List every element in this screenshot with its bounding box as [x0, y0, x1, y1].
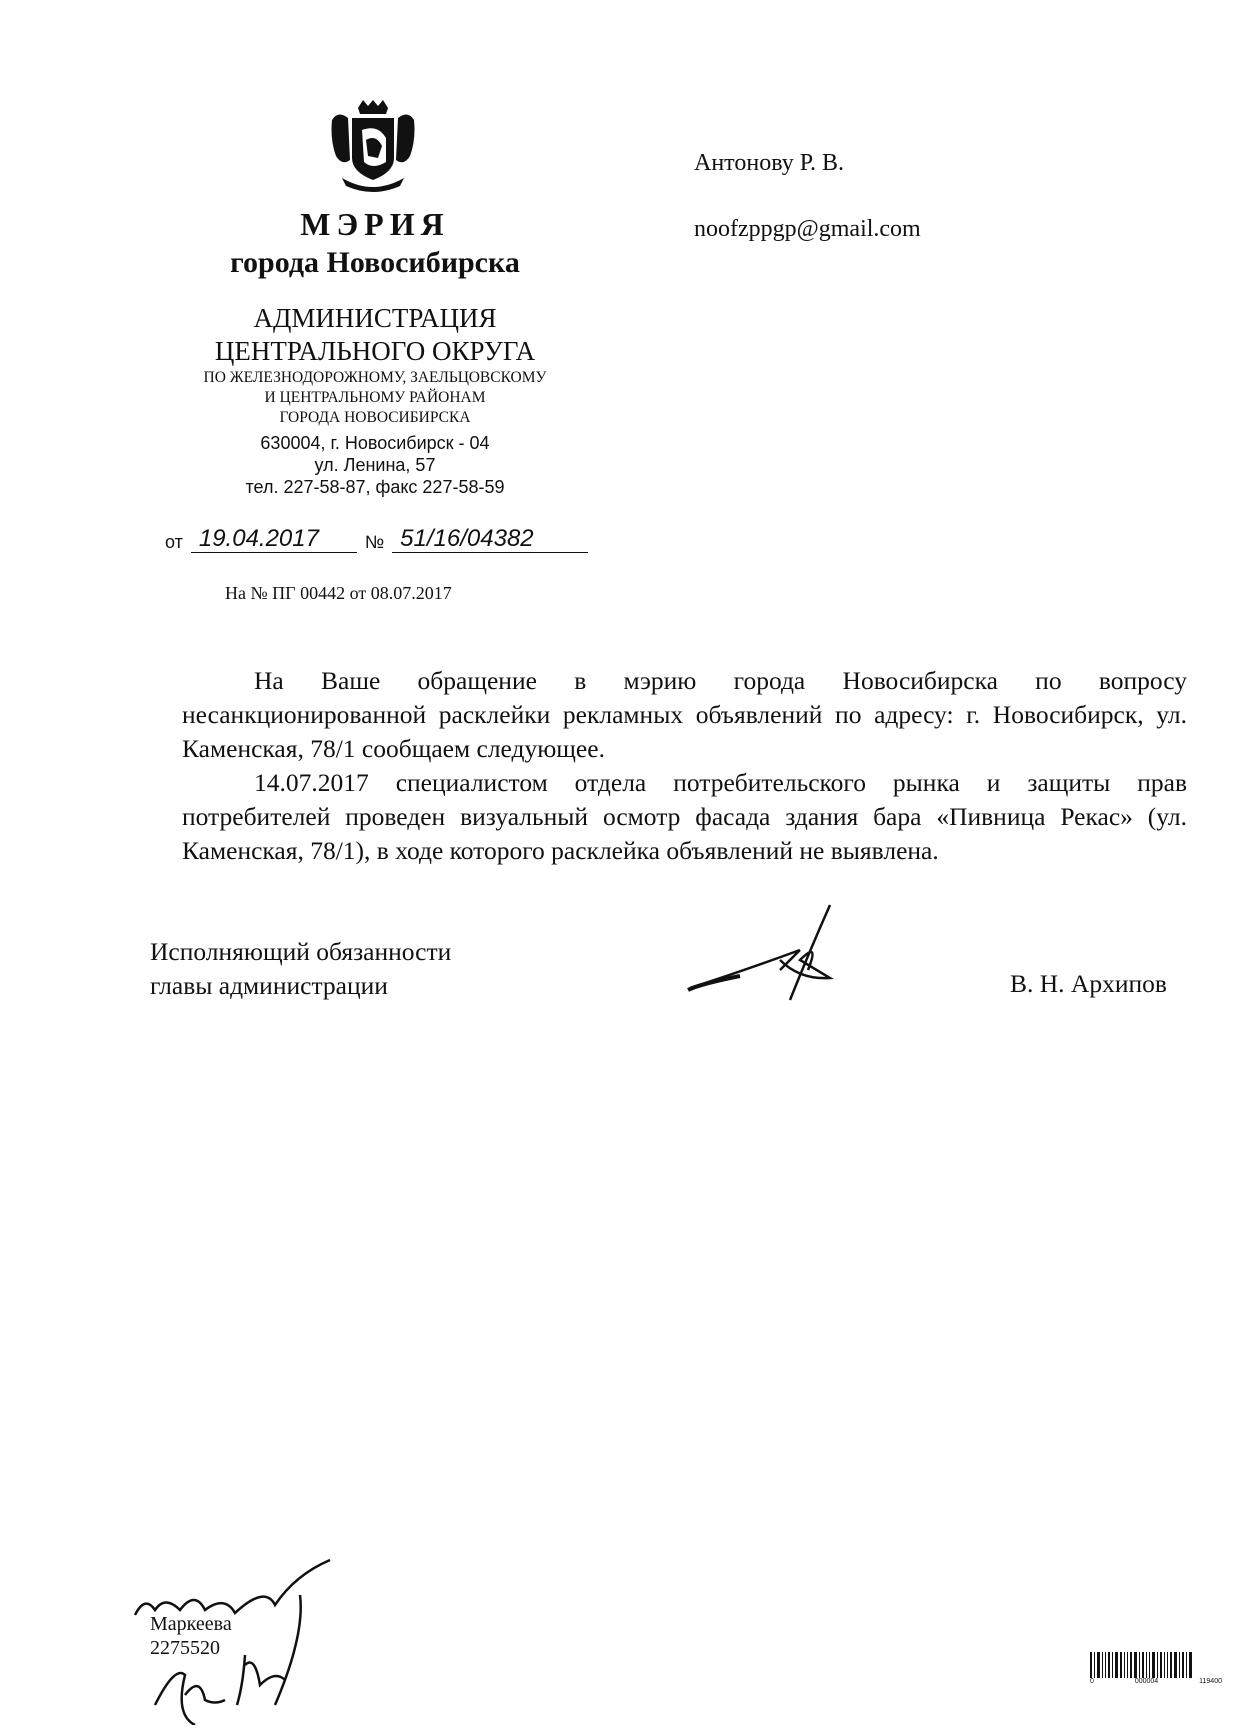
barcode-left-digits: 0: [1090, 1678, 1094, 1685]
barcode-bar: [1115, 1652, 1118, 1678]
barcode-bar: [1160, 1652, 1162, 1678]
barcode-bar: [1189, 1652, 1192, 1678]
address-block: [150, 432, 600, 498]
barcode-middle-digits: 000004: [1134, 1678, 1159, 1685]
city-coat-of-arms-icon: [328, 100, 418, 192]
barcode-bar: [1139, 1652, 1140, 1678]
barcode-bar: [1149, 1652, 1150, 1678]
barcode-digits: [1090, 1678, 1222, 1685]
administration-title: [150, 302, 600, 368]
reply-reference: На № ПГ 00442 от 08.07.2017: [225, 583, 452, 603]
outgoing-reference: [165, 526, 588, 553]
barcode-bar: [1164, 1652, 1165, 1678]
barcode-bar: [1170, 1652, 1172, 1678]
from-label: от: [165, 532, 183, 552]
number-label: №: [364, 532, 385, 552]
phone-fax: тел. 227-58-87, факс 227-58-59: [245, 477, 505, 497]
barcode-bar: [1108, 1652, 1110, 1678]
letter-date: 19.04.2017: [191, 526, 357, 553]
letter-body: [182, 664, 1187, 868]
signatory-name: В. Н. Архипов: [1010, 969, 1167, 998]
districts-line: И ЦЕНТРАЛЬНОМУ РАЙОНАМ: [264, 389, 486, 406]
barcode-bar: [1152, 1652, 1155, 1678]
document-barcode: [1090, 1652, 1222, 1685]
barcode-bar: [1097, 1652, 1100, 1678]
administration-line: АДМИНИСТРАЦИЯ: [253, 303, 497, 333]
barcode-bar: [1090, 1652, 1092, 1678]
districts-line: ГОРОДА НОВОСИБИРСКА: [279, 409, 471, 426]
executor-name: Маркеева: [150, 1613, 232, 1635]
barcode-right-digits: 119400: [1199, 1678, 1222, 1685]
city-name: города Новосибирска: [230, 246, 520, 279]
barcode-bar: [1124, 1652, 1125, 1678]
barcode-bar: [1157, 1652, 1158, 1678]
barcode-bar: [1186, 1652, 1187, 1678]
barcode-bar: [1179, 1652, 1180, 1678]
barcode-bar: [1102, 1652, 1103, 1678]
barcode-bars: [1090, 1652, 1222, 1678]
barcode-bar: [1130, 1652, 1132, 1678]
administration-line: ЦЕНТРАЛЬНОГО ОКРУГА: [214, 336, 536, 366]
barcode-bar: [1174, 1652, 1177, 1678]
barcode-bar: [1120, 1652, 1122, 1678]
barcode-bar: [1127, 1652, 1128, 1678]
street-address: ул. Ленина, 57: [314, 455, 436, 475]
districts-block: [150, 368, 600, 428]
letter-number: 51/16/04382: [392, 526, 588, 553]
recipient-email: noofzppgp@gmail.com: [694, 216, 921, 242]
barcode-bar: [1142, 1652, 1144, 1678]
recipient-name: Антонову Р. В.: [694, 150, 845, 176]
executor-phone: 2275520: [150, 1637, 220, 1659]
barcode-bar: [1167, 1652, 1168, 1678]
barcode-bar: [1134, 1652, 1137, 1678]
executor-info: [150, 1612, 232, 1660]
barcode-bar: [1105, 1652, 1106, 1678]
body-paragraph: 14.07.2017 специалистом отдела потребительского рынка и защиты прав потребителей проведен визуальный осмотр фасада здания бара «Пивница Рекас» (ул. Каменская, 78/1), в ходе которого расклейка объявлений не выявлена.: [182, 768, 1187, 865]
handwritten-signature-icon: [680, 900, 860, 1010]
barcode-bar: [1146, 1652, 1147, 1678]
mayor-office-title: МЭРИЯ: [300, 206, 450, 242]
districts-line: ПО ЖЕЛЕЗНОДОРОЖНОМУ, ЗАЕЛЬЦОВСКОМУ: [203, 369, 547, 386]
signatory-title: [150, 935, 451, 1003]
barcode-bar: [1182, 1652, 1184, 1678]
signatory-title-line: главы администрации: [150, 971, 388, 1000]
barcode-bar: [1112, 1652, 1113, 1678]
body-paragraph: На Ваше обращение в мэрию города Новосибирска по вопросу несанкционированной расклейки рекламных объявлений по адресу: г. Новосибирск, ул. Каменская, 78/1 сообщаем следующее.: [182, 666, 1187, 763]
signatory-title-line: Исполняющий обязанности: [150, 937, 452, 966]
postal-address: 630004, г. Новосибирск - 04: [260, 433, 490, 453]
barcode-bar: [1094, 1652, 1095, 1678]
